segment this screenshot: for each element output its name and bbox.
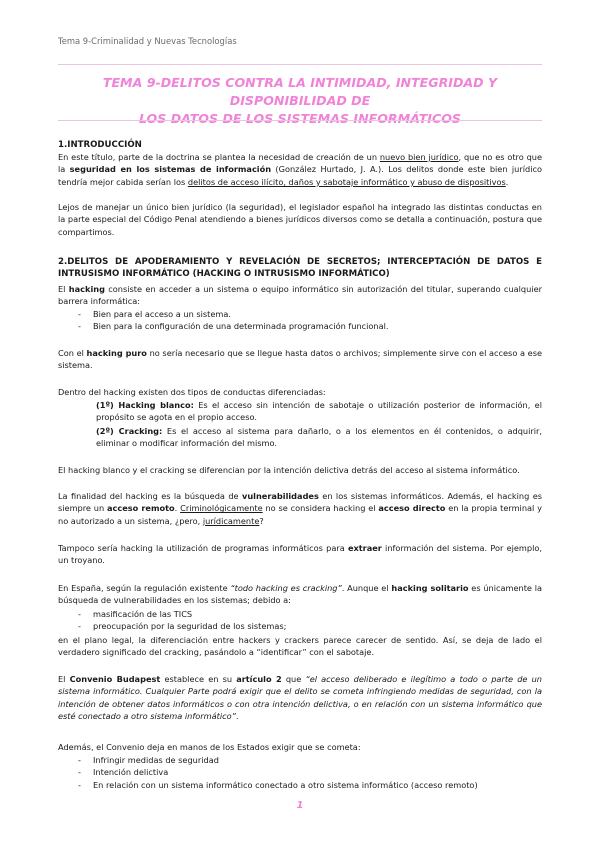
list-item: - Bien para el acceso a un sistema. [58,308,542,320]
section-1-heading: 1.INTRODUCCIÓN [58,140,142,150]
hacking-type-cracking: (2º) Cracking: Es el acceso al sistema para dañarlo, o a los elementos en él contenidos, o adquirir, eliminar o modificar información del mismo. [96,426,542,449]
title-top-rule [58,64,542,65]
section-2-paragraph-plano-legal: en el plano legal, la diferenciación entre hackers y crackers parece carecer de sentido. Así, se deja de lado el verdadero significado del cracking, pasándolo a “identificar” con el sabotaje. [58,635,542,658]
section-2-paragraph-types-intro: Dentro del hacking existen dos tipos de conductas diferenciadas: [58,387,326,397]
title-bottom-rule [58,120,542,121]
list-item: - Intención delictiva [58,766,542,778]
section-2-paragraph-convenio: El Convenio Budapest establece en su artículo 2 que “el acceso deliberado e ilegítimo a todo o parte de un sistema informático. Cualquier Parte podrá exigir que el delito se cometa infringiendo medidas de seguridad, con la intención de obtener datos informáticos o con otra intención delictiva, o en relación con un sistema informático que esté conectado a otro sistema informático”. [58,674,542,722]
section-2-paragraph-estados: Además, el Convenio deja en manos de los Estados exigir que se cometa: [58,742,361,752]
list-item: - Bien para la configuración de una determinada programación funcional. [58,320,542,332]
title-line-2: LOS DATOS DE LOS SISTEMAS INFORMÁTICOS [138,111,461,126]
section-2-paragraph-hacking-puro: Con el hacking puro no sería necesario que se llegue hasta datos o archivos; simplemente sirve con el acceso a ese sistema. [58,348,542,371]
section-2-heading: 2.DELITOS DE APODERAMIENTO Y REVELACIÓN DE SECRETOS; INTERCEPTACIÓN DE DATOS E INTRUSISMO INFORMÁTICO (HACKING O INTRUSISMO INFORMÁTICO) [58,257,542,280]
section-2-paragraph-espana: En España, según la regulación existente “todo hacking es cracking”. Aunque el hacking solitario es únicamente la búsqueda de vulnerabilidades en los sistemas; debido a: [58,583,543,606]
hacking-type-blanco: (1º) Hacking blanco: Es el acceso sin intención de sabotaje o utilización posterior de información, el propósito se agota en el propio acceso. [96,400,542,423]
section-2-paragraph-hacking: El hacking consiste en acceder a un sistema o equipo informático sin autorización del titular, superando cualquier barrera informática: [58,284,542,307]
section-2-paragraph-difference: El hacking blanco y el cracking se diferencian por la intención delictiva detrás del acceso al sistema informático. [58,465,520,475]
list-item: - En relación con un sistema informático conectado a otro sistema informático (acceso remoto) [58,779,542,791]
list-item: - Infringir medidas de seguridad [58,754,542,766]
section-1-paragraph-1: En este título, parte de la doctrina se plantea la necesidad de creación de un nuevo bien jurídico, que no es otro que la seguridad en los sistemas de información (González Hurtado, J. A.). Los delitos donde este bien jurídico tendría mejor cabida serían los delitos de acceso ilícito, daños y sabotaje informático y abuso de dispositivos. [58,152,542,187]
section-1-paragraph-2: Lejos de manejar un único bien jurídico (la seguridad), el legislador español ha integrado las distintas conductas en la parte especial del Código Penal atendiendo a bienes jurídicos diversos como se detalla a continuación, postura que compartimos. [58,202,542,237]
running-header: Tema 9-Criminalidad y Nuevas Tecnologías [58,36,237,46]
list-item: - masificación de las TICS [58,608,542,620]
section-2-paragraph-finalidad: La finalidad del hacking es la búsqueda de vulnerabilidades en los sistemas informáticos. Además, el hacking es siempre un acceso remoto. Criminológicamente no se considera hacking el acceso directo en la propia terminal y no autorizado a un sistema, ¿pero, jurídicamente? [58,491,542,526]
list-item: - preocupación por la seguridad de los sistemas; [58,620,542,632]
section-2-paragraph-troyano: Tampoco sería hacking la utilización de programas informáticos para extraer información del sistema. Por ejemplo, un troyano. [58,543,542,566]
page-number: 1 [296,800,304,811]
reasons-list [58,608,542,633]
convenio-requirements-list [58,754,542,791]
title-line-1: TEMA 9-DELITOS CONTRA LA INTIMIDAD, INTEGRIDAD Y DISPONIBILIDAD DE [102,75,498,108]
hacking-purpose-list [58,308,542,333]
